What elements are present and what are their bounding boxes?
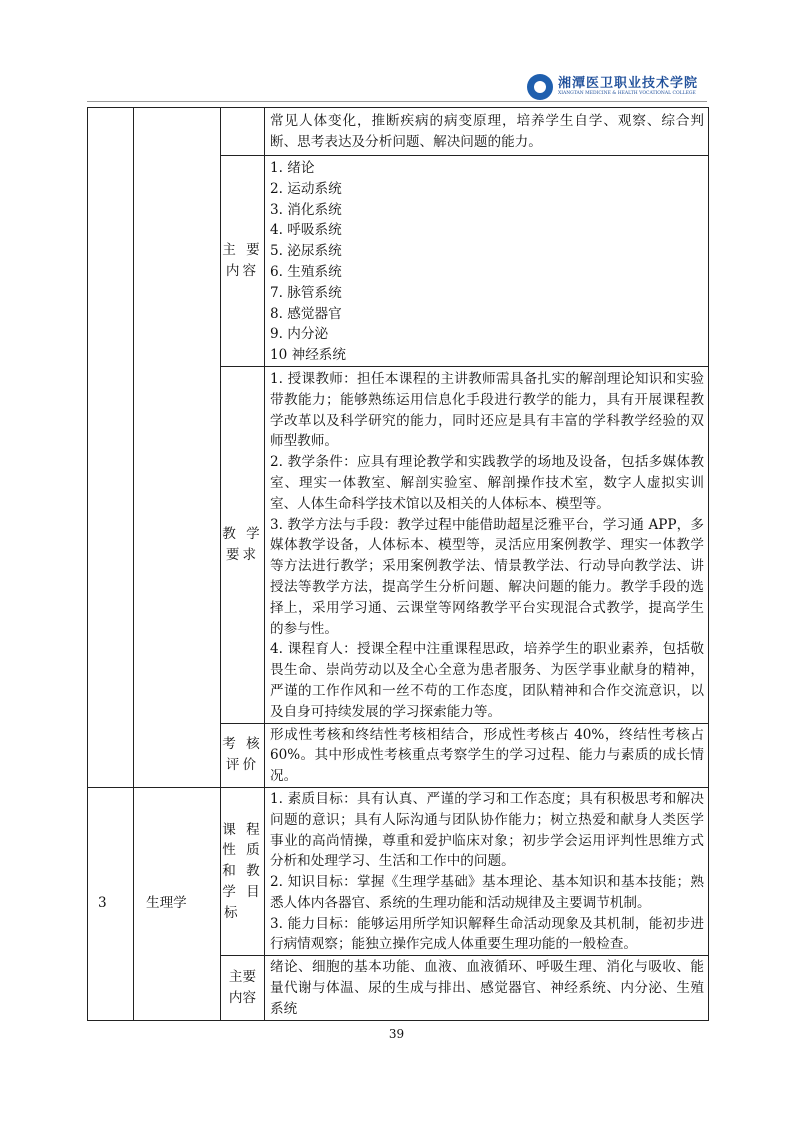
label-main-content: 主 要 内容	[221, 156, 265, 367]
main-content-list	[265, 156, 709, 367]
curriculum-table	[87, 107, 709, 1021]
list-item: 9. 内分泌	[270, 326, 329, 343]
label-assessment: 考 核 评价	[221, 723, 265, 787]
header-divider	[87, 101, 707, 102]
paragraph: 3. 教学方法与手段：教学过程中能借助超星泛雅平台，学习通 APP，多媒体教学设备，人体标本、模型等，灵活应用案例教学、理实一体教学等方法进行教学；采用案例教学法、情景教学法、行动导向教学法、讲授法等教学方法，提高学生分析问题、解决问题的能力。教学手段的选择上，采用学习通、云课堂等网络教学平台实现混合式教学，提高学生的参与性。	[270, 516, 704, 637]
college-seal-icon	[527, 74, 553, 100]
list-item: 3. 消化系统	[270, 201, 342, 218]
teaching-requirements	[265, 366, 709, 723]
course-number: 3	[88, 787, 134, 1020]
label-main-content: 主要 内容	[221, 956, 265, 1020]
course-objectives	[265, 787, 709, 955]
label-course-nature: 课 程 性 质 和 教 学 目 标	[221, 787, 265, 955]
assessment-text: 形成性考核和终结性考核相结合，形成性考核占 40%，终结性考核占 60%。其中形成性考核重点考察学生的学习过程、能力与素质的成长情况。	[265, 723, 709, 787]
list-item: 6. 生殖系统	[270, 263, 342, 280]
objectives-continued: 常见人体变化，推断疾病的病变原理，培养学生自学、观察、综合判断、思考表达及分析问题、解决问题的能力。	[265, 108, 709, 156]
paragraph: 1. 素质目标：具有认真、严谨的学习和工作态度；具有积极思考和解决问题的意识；具有人际沟通与团队协作能力；树立热爱和献身人类医学事业的高尚情操，尊重和爱护临床对象；初步学会运用评判性思维方式分析和处理学习、生活和工作中的问题。	[270, 790, 704, 870]
list-item: 8. 感觉器官	[270, 305, 342, 322]
page-number: 39	[388, 1027, 405, 1041]
number-cell	[88, 108, 134, 788]
list-item: 1. 绪论	[270, 160, 315, 176]
table-row	[88, 787, 709, 955]
list-item: 10 神经系统	[270, 347, 346, 364]
logo-chinese-name: 湘潭医卫职业技术学院	[558, 76, 699, 91]
table-row	[88, 108, 709, 156]
paragraph: 2. 知识目标：掌握《生理学基础》基本理论、基本知识和基本技能；熟悉人体内各器官、系统的生理功能和活动规律及主要调节机制。	[270, 874, 704, 911]
main-content-text: 绪论、细胞的基本功能、血液、血液循环、呼吸生理、消化与吸收、能量代谢与体温、尿的生成与排出、感觉器官、神经系统、内分泌、生殖系统	[265, 956, 709, 1020]
paragraph: 1. 授课教师：担任本课程的主讲教师需具备扎实的解剖理论知识和实验带教能力；能够熟练运用信息化手段进行教学的能力，具有开展课程教学改革以及科学研究的能力，同时还应是具有丰富的学科教学经验的双师型教师。	[270, 370, 704, 450]
paragraph: 3. 能力目标：能够运用所学知识解释生命活动现象及其机制，能初步进行病情观察；能独立操作完成人体重要生理功能的一般检查。	[270, 915, 704, 953]
paragraph: 2. 教学条件：应具有理论教学和实践教学的场地及设备，包括多媒体教室、理实一体教室、解剖实验室、解剖操作技术室，数字人虚拟实训室、人体生命科学技术馆以及相关的人体标本、模型等。	[270, 454, 704, 512]
paragraph: 4. 课程育人：授课全程中注重课程思政，培养学生的职业素养，包括敬畏生命、崇尚劳动以及全心全意为患者服务、为医学事业献身的精神，严谨的工作作风和一丝不苟的工作态度，团队精神和合作交流意识，以及自身可持续发展的学习探索能力等。	[270, 641, 704, 720]
college-logo	[527, 72, 707, 102]
course-name: 生理学	[134, 787, 221, 1020]
list-item: 5. 泌尿系统	[270, 243, 342, 260]
course-cell	[134, 108, 221, 788]
label-cell	[221, 108, 265, 156]
list-item: 4. 呼吸系统	[270, 222, 342, 239]
label-teaching-requirements: 教 学 要求	[221, 366, 265, 723]
list-item: 7. 脉管系统	[270, 284, 342, 301]
logo-english-name: XIANGTAN MEDICINE & HEALTH VOCATIONAL COLLEGE	[558, 91, 696, 96]
list-item: 2. 运动系统	[270, 180, 342, 197]
